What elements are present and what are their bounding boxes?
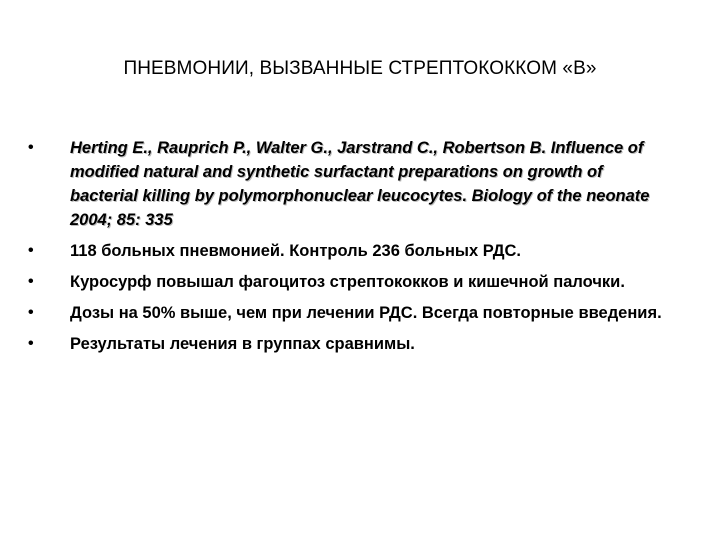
bullet-icon: • xyxy=(28,304,34,321)
list-item xyxy=(28,270,668,294)
bullet-list xyxy=(28,136,668,363)
bullet-icon: • xyxy=(28,335,34,352)
reference-citation: Herting E., Rauprich P., Walter G., Jarstrand C., Robertson B. Influence of modified natural and synthetic surfactant preparations on growth of bacterial killing by polymorphonuclear leucocytes. Biology of the neonate 2004; 85: 335 xyxy=(70,139,650,229)
bullet-text: 118 больных пневмонией. Контроль 236 больных РДС. xyxy=(70,242,521,260)
slide-title: ПНЕВМОНИИ, ВЫЗВАННЫЕ СТРЕПТОКОККОМ «В» xyxy=(123,58,597,79)
bullet-icon: • xyxy=(28,273,34,290)
list-item xyxy=(28,239,668,263)
bullet-icon: • xyxy=(28,139,34,156)
bullet-text: Результаты лечения в группах сравнимы. xyxy=(70,335,415,353)
bullet-text: Дозы на 50% выше, чем при лечении РДС. Всегда повторные введения. xyxy=(70,304,662,322)
list-item xyxy=(28,301,668,325)
list-item xyxy=(28,332,668,356)
bullet-icon: • xyxy=(28,242,34,259)
list-item xyxy=(28,136,668,232)
bullet-text: Куросурф повышал фагоцитоз стрептококков и кишечной палочки. xyxy=(70,273,625,291)
